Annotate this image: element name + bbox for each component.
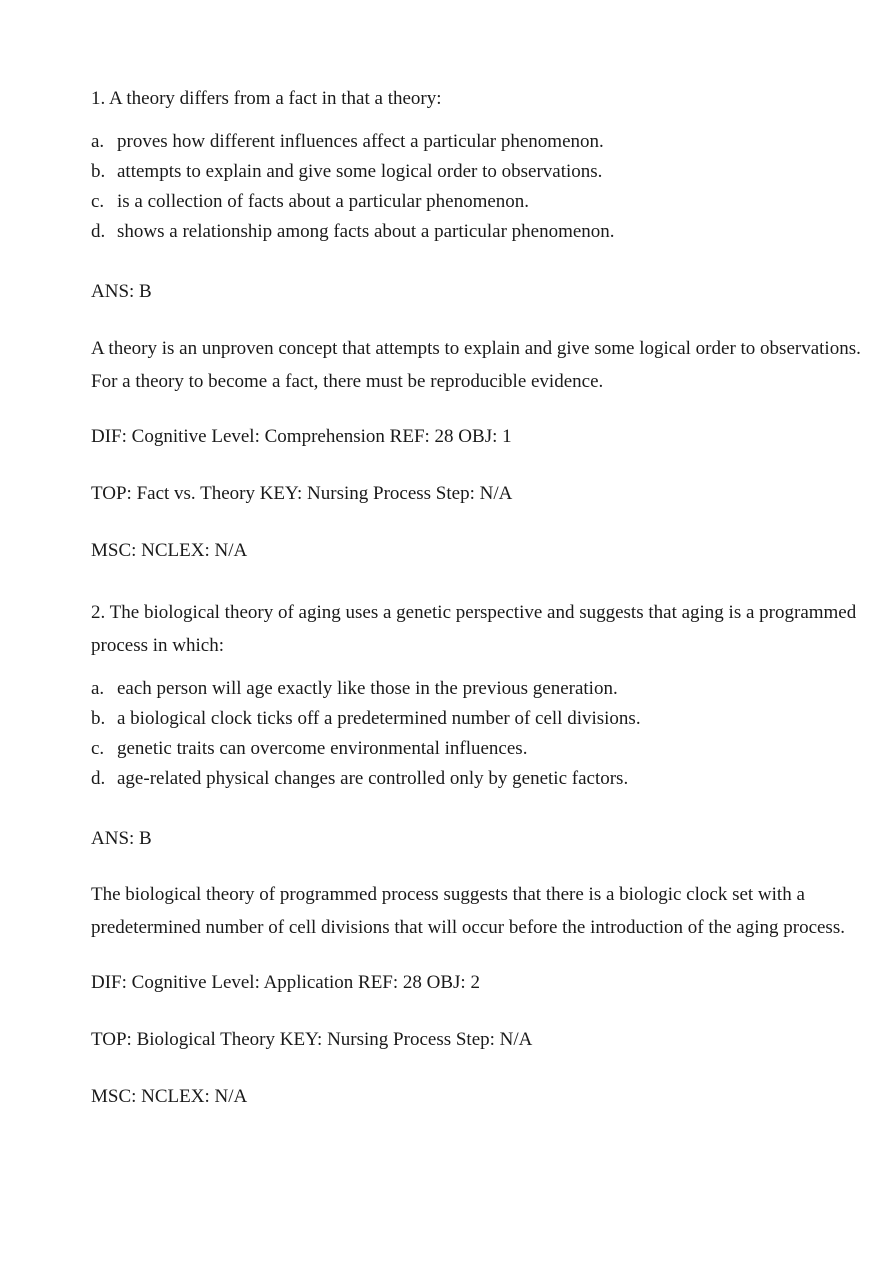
option-a: [91, 127, 863, 157]
option-text: attempts to explain and give some logical order to observations.: [117, 161, 603, 182]
question-block-1: [91, 80, 863, 566]
answer-key: ANS: B: [91, 828, 152, 849]
topic-line: TOP: Biological Theory KEY: Nursing Process Step: N/A: [91, 1029, 533, 1050]
option-a: [91, 674, 863, 704]
option-text: proves how different influences affect a particular phenomenon.: [117, 131, 604, 152]
option-text: age-related physical changes are controlled only by genetic factors.: [117, 768, 629, 789]
option-letter: d.: [91, 768, 106, 789]
option-letter: c.: [91, 738, 105, 759]
option-b: [91, 157, 863, 187]
difficulty-line: DIF: Cognitive Level: Comprehension REF: 28 OBJ: 1: [91, 426, 512, 447]
option-text: a biological clock ticks off a predetermined number of cell divisions.: [117, 708, 641, 729]
option-letter: c.: [91, 191, 105, 212]
answer-options: [91, 127, 863, 247]
option-letter: d.: [91, 221, 106, 242]
rationale-text: A theory is an unproven concept that attempts to explain and give some logical order to observations. For a theory to become a fact, there must be reproducible evidence.: [91, 338, 861, 392]
difficulty-line: DIF: Cognitive Level: Application REF: 28 OBJ: 2: [91, 972, 480, 993]
msc-line: MSC: NCLEX: N/A: [91, 540, 248, 561]
option-c: [91, 734, 863, 764]
option-d: [91, 764, 863, 794]
question-block-2: [91, 594, 863, 1112]
msc-line: MSC: NCLEX: N/A: [91, 1086, 248, 1107]
option-text: shows a relationship among facts about a particular phenomenon.: [117, 221, 615, 242]
option-text: is a collection of facts about a particular phenomenon.: [117, 191, 530, 212]
option-letter: a.: [91, 131, 105, 152]
answer-options: [91, 674, 863, 794]
rationale-text: The biological theory of programmed process suggests that there is a biologic clock set with a predetermined number of cell divisions that will occur before the introduction of the aging process.: [91, 884, 845, 938]
option-text: each person will age exactly like those in the previous generation.: [117, 678, 618, 699]
answer-key: ANS: B: [91, 281, 152, 302]
option-b: [91, 704, 863, 734]
question-stem: 1. A theory differs from a fact in that a theory:: [91, 88, 442, 109]
option-letter: a.: [91, 678, 105, 699]
option-c: [91, 187, 863, 217]
option-text: genetic traits can overcome environmental influences.: [117, 738, 528, 759]
option-d: [91, 217, 863, 247]
option-letter: b.: [91, 708, 106, 729]
question-stem: 2. The biological theory of aging uses a genetic perspective and suggests that aging is a programmed process in which:: [91, 602, 857, 656]
topic-line: TOP: Fact vs. Theory KEY: Nursing Process Step: N/A: [91, 483, 513, 504]
option-letter: b.: [91, 161, 106, 182]
